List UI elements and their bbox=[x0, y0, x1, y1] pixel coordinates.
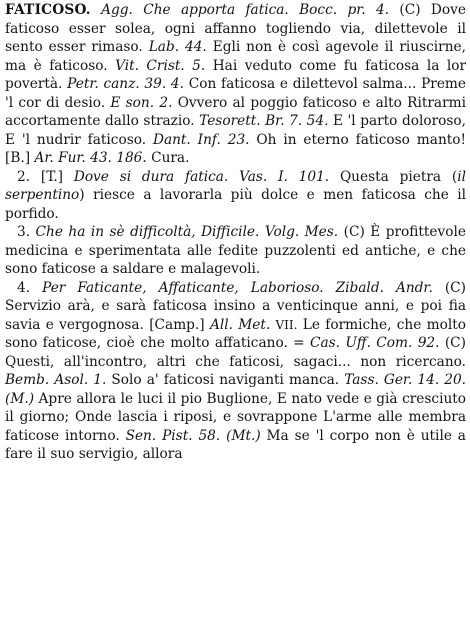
headword: FATICOSO. bbox=[5, 2, 91, 18]
sense-number: 3. bbox=[17, 224, 31, 240]
quotation: Egli non è così agevole il riuscirne, ma è faticoso. bbox=[5, 39, 466, 74]
sense-number: 4. bbox=[17, 279, 31, 296]
quotation: Ovvero al poggio faticoso e alto Ritrarmi accortamente dallo strazio. bbox=[5, 94, 466, 129]
editor-mark: (C) bbox=[343, 224, 365, 240]
citation-source: Bocc. pr. 4. bbox=[299, 2, 390, 18]
editor-mark: (C) bbox=[444, 335, 466, 351]
citation-source: Zibald. Andr. bbox=[335, 279, 433, 296]
citation-source: Cas. Uff. Com. 92. bbox=[310, 335, 440, 351]
citation-source: Vit. Crist. 5. bbox=[115, 57, 206, 74]
citation-source: E son. 2. bbox=[110, 94, 173, 111]
quotation: Apre allora le luci il pio Buglione, E nato vede e già cresciuto il giorno; Onde lascia i riposi, e sovrappone L'arme alle membra faticose intorno. bbox=[5, 390, 467, 444]
citation-source: Petr. canz. 39. 4. bbox=[67, 76, 184, 92]
citation-source: All. Met. bbox=[209, 316, 271, 333]
quotation: È profittevole medicina e sperimentata alle fedite puzzolenti ed antiche, e che sono faticose a saldare e malagevoli. bbox=[5, 224, 466, 277]
sense-number: 2. bbox=[17, 168, 31, 185]
definition: Per Faticante, Affaticante, Laborioso. bbox=[42, 279, 324, 296]
citation-source: Tass. Ger. 14. 20. bbox=[344, 372, 467, 388]
citation-source: Bemb. Asol. 1. bbox=[5, 372, 107, 388]
quotation: Le formiche, che molto sono faticose, cioè che molto affaticano. bbox=[5, 316, 466, 351]
quotation: Questa pietra ( bbox=[339, 168, 458, 185]
editor-mark: [Camp.] bbox=[149, 316, 205, 333]
citation-source: Sen. Pist. 58. bbox=[125, 427, 221, 444]
entry-sense-2 bbox=[5, 168, 466, 224]
citation-source: Lab. 44. bbox=[148, 39, 207, 55]
quotation: ) riesce a lavorarla più dolce e men faticosa che il porfido. bbox=[5, 187, 466, 222]
citation-source: Tesorett. Br. 7. 54. bbox=[199, 113, 329, 129]
editor-mark: [B.] bbox=[5, 150, 31, 166]
definition: Che ha in sè difficoltà, bbox=[35, 224, 196, 240]
editor-mark: [T.] bbox=[40, 168, 64, 185]
quotation: Solo a' faticosi naviganti manca. bbox=[111, 372, 340, 388]
citation-source: Ar. Fur. 43. 186. bbox=[34, 150, 147, 166]
entry-sense-4 bbox=[5, 279, 466, 464]
quotation-italic: il serpentino bbox=[5, 168, 466, 203]
editor-mark: (M.) bbox=[5, 390, 35, 407]
editor-mark: (C) bbox=[399, 2, 421, 18]
entry-sense-3 bbox=[5, 223, 466, 279]
quotation: Cura. bbox=[151, 150, 190, 166]
quotation: Hai veduto come fu faticosa la lor povertà. bbox=[5, 57, 466, 92]
quotation: Questi, all'incontro, altri che faticosi, sagaci... non ricercano. bbox=[5, 353, 466, 370]
grammar-label: Agg. bbox=[101, 2, 133, 18]
quotation: Servizio arà, e sarà faticosa insino a venticinque anni, e poi fia savia e vergognosa. bbox=[5, 298, 466, 333]
citation-source: Dant. Inf. 23. bbox=[152, 131, 250, 148]
equals-sign: = bbox=[293, 335, 305, 351]
quotation: Dove faticoso esser solea, ogni affanno togliendo via, dilettevole il sento esser rimaso. bbox=[5, 2, 466, 55]
quotation: Con faticosa e dilettevol salma... Preme 'l cor di desio. bbox=[5, 76, 467, 111]
definition: Che apporta fatica. bbox=[143, 2, 289, 18]
quotation: E 'l parto doloroso, E 'l nudrir faticoso. bbox=[5, 113, 466, 148]
definition: Difficile. bbox=[201, 224, 260, 240]
editor-mark: (Mt.) bbox=[226, 427, 261, 444]
editor-mark: (C) bbox=[444, 279, 466, 296]
quotation: Oh in eterno faticoso manto! bbox=[256, 131, 466, 148]
citation-source: Vas. I. 101. bbox=[239, 168, 330, 185]
citation-source-number: VII. bbox=[275, 317, 298, 332]
quotation: Ma se 'l corpo non è utile a fare il suo servigio, allora bbox=[5, 427, 466, 462]
citation-source: Volg. Mes. bbox=[264, 224, 339, 240]
definition: Dove si dura fatica. bbox=[73, 168, 229, 185]
entry-main-sense bbox=[5, 1, 466, 168]
